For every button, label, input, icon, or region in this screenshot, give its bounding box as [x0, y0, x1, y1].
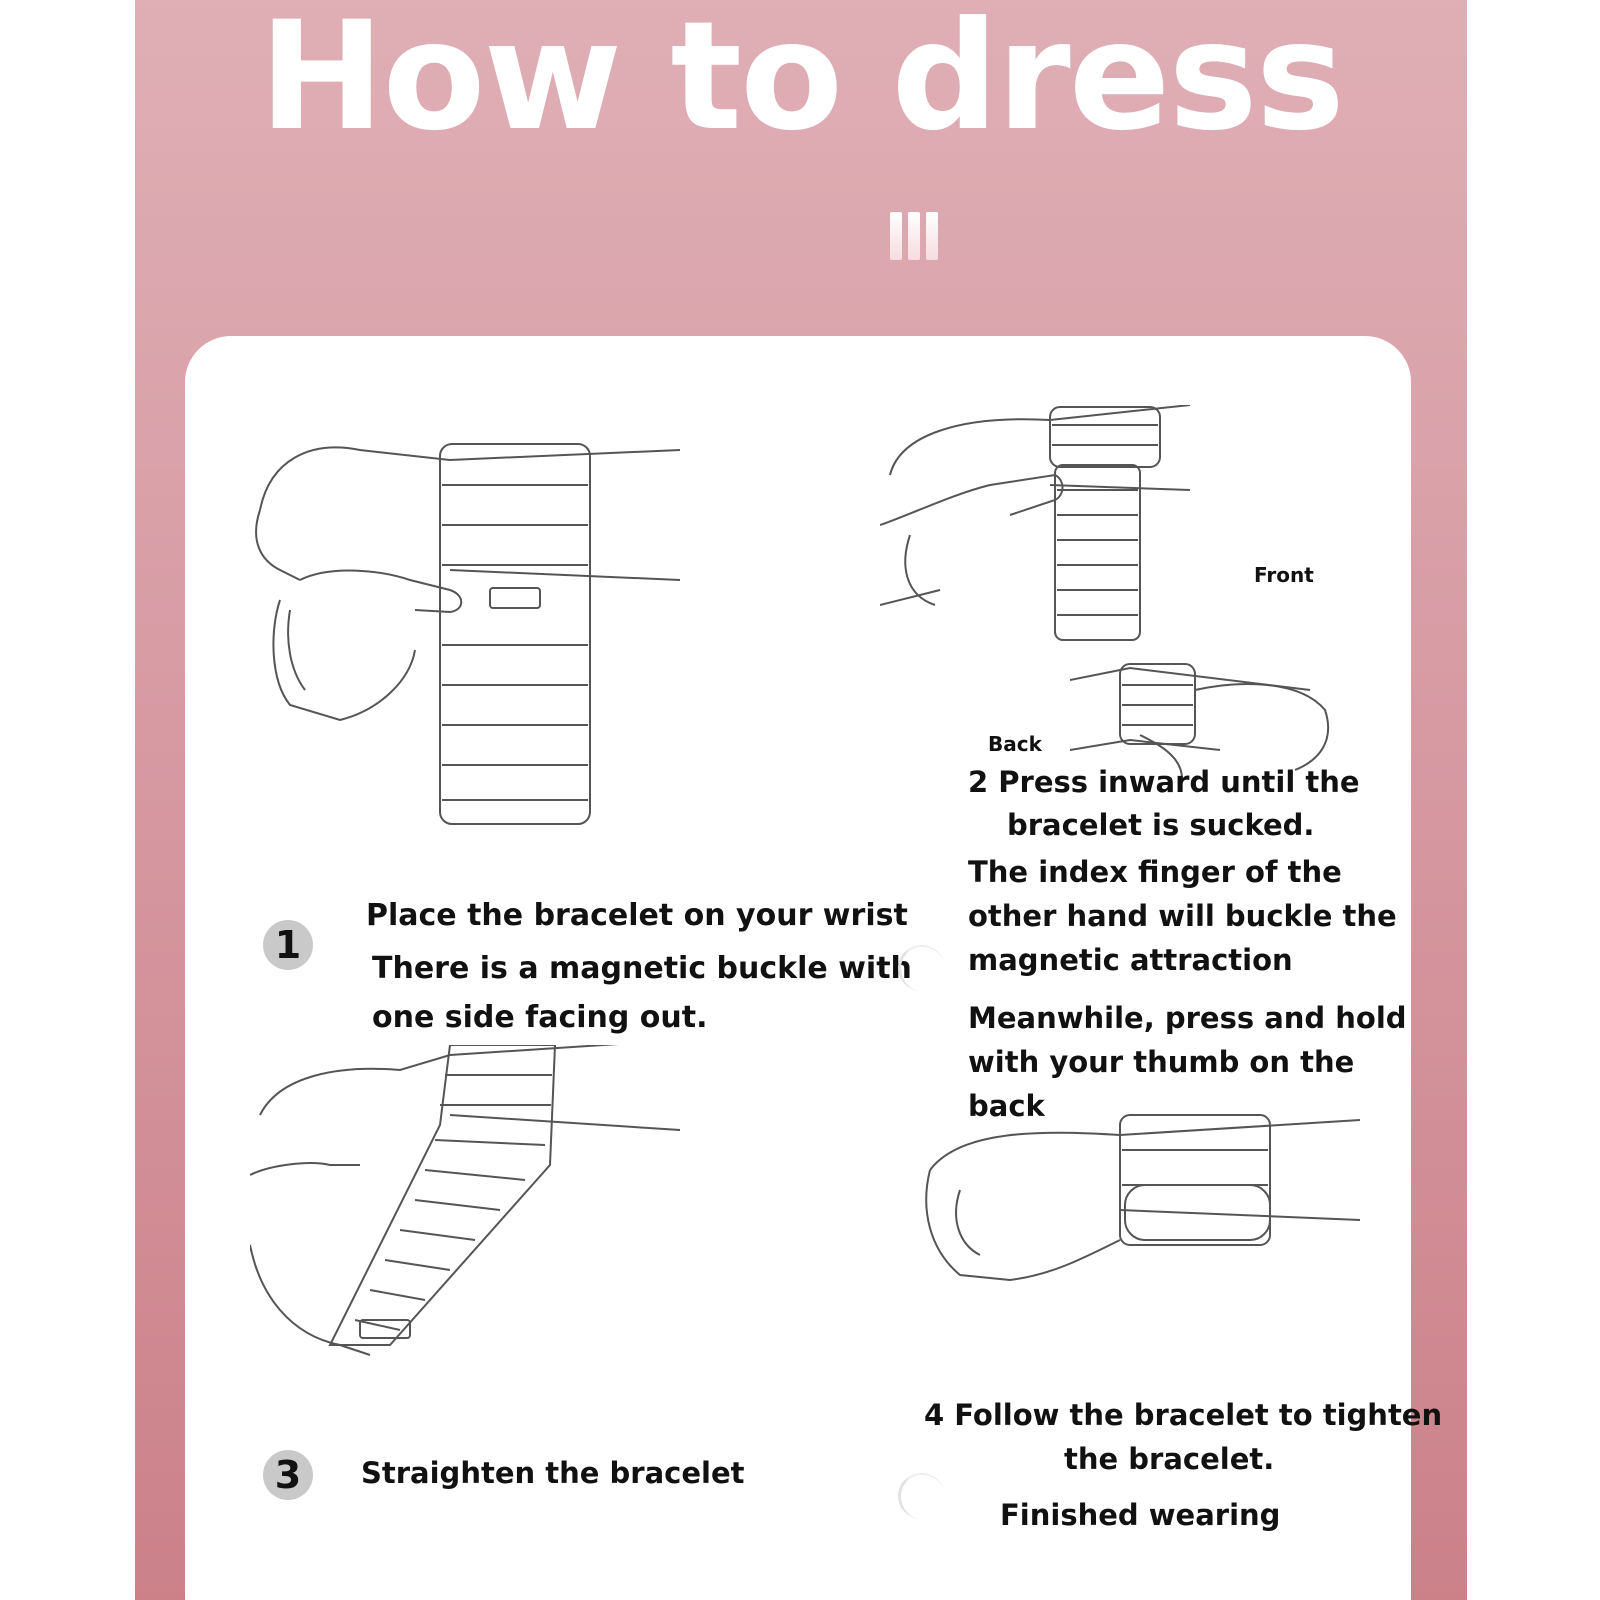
step2-line-2: bracelet is sucked. [1007, 808, 1315, 842]
step1-number-badge: 1 [263, 920, 313, 970]
step2-ring-icon [898, 945, 945, 991]
step4-line-3: Finished wearing [1000, 1498, 1281, 1532]
divider-bars-icon [890, 212, 944, 264]
step3-line-1: Straighten the bracelet [361, 1456, 745, 1490]
step2-line-6: Meanwhile, press and hold [968, 1001, 1407, 1035]
step4-illustration [920, 1110, 1370, 1310]
step1-illustration [250, 430, 700, 850]
step1-line-2: There is a magnetic buckle with [372, 951, 912, 986]
step1-line-3: one side facing out. [372, 1000, 708, 1035]
page-title: How to dress [258, 0, 1343, 164]
step2-line-4: other hand will buckle the [968, 899, 1397, 933]
step2-front-illustration [880, 405, 1220, 655]
step4-ring-icon [898, 1473, 945, 1519]
step2-label-front: Front [1254, 563, 1314, 587]
step2-line-5: magnetic attraction [968, 943, 1293, 977]
step1-line-1: Place the bracelet on your wrist [366, 898, 908, 933]
step2-line-1: 2 Press inward until the [968, 765, 1360, 799]
step2-line-7: with your thumb on the [968, 1045, 1355, 1079]
step2-line-8: back [968, 1089, 1045, 1123]
step3-illustration [250, 1045, 700, 1385]
step2-back-illustration [1070, 660, 1360, 830]
step2-label-back: Back [988, 732, 1042, 756]
step4-line-1: 4 Follow the bracelet to tighten [924, 1398, 1443, 1432]
step3-number-badge: 3 [263, 1450, 313, 1500]
step4-line-2: the bracelet. [1064, 1442, 1275, 1476]
step2-line-3: The index finger of the [968, 855, 1342, 889]
